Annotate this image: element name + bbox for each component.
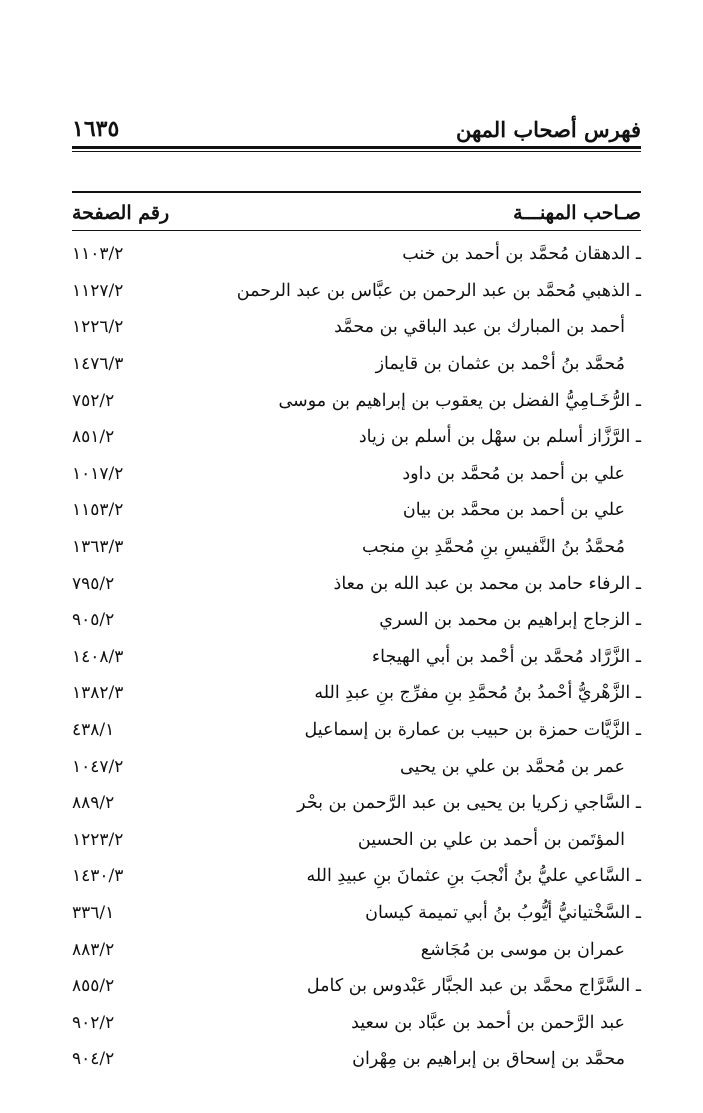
entry-page-ref: ١٠٤٧/٢	[72, 756, 124, 777]
index-entry	[72, 675, 641, 712]
index-entry	[72, 712, 641, 749]
entry-page-ref: ١٤٣٠/٣	[72, 866, 124, 887]
entry-page-ref: ١٤٧٦/٣	[72, 354, 124, 375]
table-header-rule	[72, 230, 641, 231]
column-header-page-number: رقم الصفحة	[72, 202, 170, 224]
index-entry	[72, 529, 641, 566]
page-number: ١٦٣٥	[72, 116, 120, 142]
index-entry	[72, 1004, 641, 1041]
index-entry	[72, 382, 641, 419]
index-entry	[72, 565, 641, 602]
entry-name: مُحمَّدُ بنُ النَّفيسِ بنِ مُحمَّدِ بنِ منجب	[362, 537, 625, 558]
entry-name: المؤتَمن بن أحمد بن علي بن الحسين	[357, 829, 625, 850]
entry-page-ref: ١١٢٧/٢	[72, 280, 124, 301]
index-entry	[72, 895, 641, 932]
index-entry	[72, 309, 641, 346]
entry-name: محمَّد بن إسحاق بن إبراهيم بن مِهْران	[352, 1049, 625, 1070]
entry-page-ref: ٩٠٢/٢	[72, 1012, 115, 1033]
index-entry	[72, 748, 641, 785]
entry-page-ref: ٨٥٥/٢	[72, 976, 115, 997]
entry-name: ـ السَّخْتيانيُّ أيُّوبُ بنُ أبي تميمة كيسان	[365, 902, 641, 923]
running-head	[72, 110, 641, 142]
entry-name: ـ السَّاجي زكريا بن يحيى بن عبد الرَّحمن بن بحْر	[297, 793, 641, 814]
entry-page-ref: ١٠١٧/٢	[72, 463, 124, 484]
index-entry	[72, 931, 641, 968]
table-top-rule	[72, 191, 641, 193]
entry-name: ـ الزَّهْريُّ أحْمدُ بنُ مُحمَّدِ بنِ مفرِّج بنِ عبدِ الله	[314, 683, 641, 704]
entry-name: ـ الزَّرَّاد مُحمَّد بن أحْمد بن أبي الهيجاء	[371, 646, 641, 667]
table-column-headers	[72, 198, 641, 228]
index-entry	[72, 236, 641, 273]
entry-name: عبد الرَّحمن بن أحمد بن عبَّاد بن سعيد	[351, 1012, 625, 1033]
index-entry	[72, 968, 641, 1005]
index-entry	[72, 785, 641, 822]
entry-page-ref: ١٢٢٦/٢	[72, 317, 124, 338]
entry-page-ref: ٧٩٥/٢	[72, 573, 115, 594]
entry-page-ref: ٣٣٦/١	[72, 902, 115, 923]
entry-page-ref: ٤٣٨/١	[72, 720, 115, 741]
index-entries	[72, 236, 641, 1078]
index-entry	[72, 858, 641, 895]
entry-name: ـ الزَّيَّات حمزة بن حبيب بن عمارة بن إسماعيل	[304, 720, 641, 741]
entry-name: علي بن أحمد بن محمَّد بن بيان	[402, 500, 625, 521]
entry-name: ـ السَّاعي عليُّ بنُ أنْجبَ بنِ عثمانَ بنِ عبيدِ الله	[306, 866, 641, 887]
entry-page-ref: ٨٨٩/٢	[72, 793, 115, 814]
index-entry	[72, 456, 641, 493]
index-entry	[72, 1041, 641, 1078]
entry-name: ـ السَّرَّاج محمَّد بن عبد الجبَّار عَبْدوس بن كامل	[306, 976, 641, 997]
index-entry	[72, 419, 641, 456]
entry-page-ref: ١٣٨٢/٣	[72, 683, 124, 704]
entry-name: عمران بن موسى بن مُجَاشع	[420, 939, 625, 960]
entry-name: ـ الرُّخَـامِيُّ الفضل بن يعقوب بن إبراهيم بن موسى	[278, 390, 641, 411]
entry-name: عمر بن مُحمَّد بن علي بن يحيى	[400, 756, 625, 777]
entry-name: ـ الذهبي مُحمَّد بن عبد الرحمن بن عبَّاس بن عبد الرحمن	[236, 280, 641, 301]
entry-name: ـ الرَّزَّاز أسلم بن سهْل بن أسلم بن زياد	[358, 427, 641, 448]
entry-name: مُحمَّد بنُ أحْمد بن عثمان بن قايماز	[375, 354, 625, 375]
entry-page-ref: ١٣٦٣/٣	[72, 537, 124, 558]
entry-page-ref: ٧٥٢/٢	[72, 390, 115, 411]
entry-name: علي بن أحمد بن مُحمَّد بن داود	[402, 463, 625, 484]
entry-page-ref: ٩٠٤/٢	[72, 1049, 115, 1070]
section-title: فهرس أصحاب المهن	[456, 117, 641, 142]
index-entry	[72, 346, 641, 383]
index-entry	[72, 602, 641, 639]
entry-name: ـ الزجاج إبراهيم بن محمد بن السري	[379, 610, 641, 631]
index-entry	[72, 639, 641, 676]
entry-page-ref: ١١٥٣/٢	[72, 500, 124, 521]
entry-name: ـ الدهقان مُحمَّد بن أحمد بن خنب	[402, 244, 641, 265]
index-entry	[72, 273, 641, 310]
entry-page-ref: ١٤٠٨/٣	[72, 646, 124, 667]
entry-page-ref: ١١٠٣/٢	[72, 244, 124, 265]
index-entry	[72, 492, 641, 529]
column-header-profession-holder: صـاحب المهنـــة	[513, 202, 641, 224]
entry-page-ref: ٨٨٣/٢	[72, 939, 115, 960]
entry-page-ref: ٨٥١/٢	[72, 427, 115, 448]
header-rule-thin	[72, 151, 641, 152]
header-rule-thick	[72, 146, 641, 149]
entry-page-ref: ٩٠٥/٢	[72, 610, 115, 631]
entry-name: ـ الرفاء حامد بن محمد بن عبد الله بن معاذ	[333, 573, 641, 594]
index-entry	[72, 822, 641, 859]
entry-page-ref: ١٢٢٣/٢	[72, 829, 124, 850]
entry-name: أحمد بن المبارك بن عبد الباقي بن محمَّد	[334, 317, 625, 338]
